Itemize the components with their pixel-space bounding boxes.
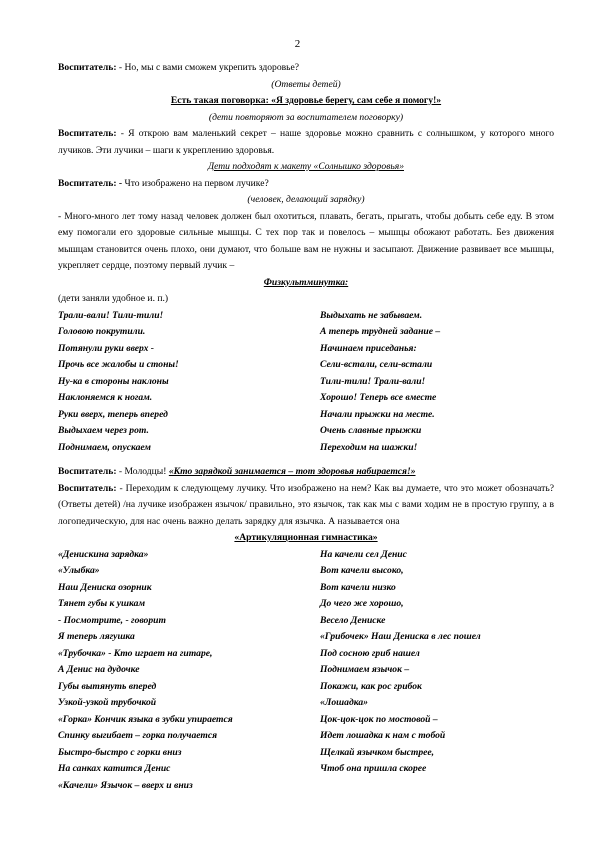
poem-line: Руки вверх, теперь вперед — [58, 408, 168, 420]
poem-exercise — [58, 308, 554, 457]
poem-articulation-left-column — [58, 547, 320, 795]
poem-line: Губы вытянуть вперед — [58, 680, 157, 692]
paragraph-text: - Но, мы с вами сможем укрепить здоровье? — [116, 62, 300, 73]
poem-line: Выдыхать не забываем. — [320, 309, 423, 321]
speaker-label: Воспитатель: - — [58, 177, 123, 189]
poem-line: Покажи, как рос грибок — [320, 680, 422, 692]
poem-line: Поднимаем язычок – — [320, 664, 410, 675]
poem-line: «Улыбка» — [58, 565, 100, 576]
poem-line: Трали-вали! Тили-тили! — [58, 309, 164, 321]
poem-line: Хорошо! Теперь все вместе — [320, 392, 437, 403]
paragraph-first-ray — [58, 176, 554, 193]
poem-line: На санках катится Денис — [58, 763, 171, 774]
poem-articulation — [58, 547, 554, 795]
poem-line: Наш Дениска озорник — [58, 581, 152, 593]
poem-line: Спинку выгибает – горка получается — [58, 730, 218, 741]
paragraph-muscles: - Много-много лет тому назад человек должен был охотиться, плавать, бегать, прыгать, чтобы добыть себе еду. В этом ему помогали его здоровые сильные мышцы. С тех пор так и повелось – мышцы обожают работать. Без движения мышцам становится очень плохо, они думают, что больше вам не нужны и засыпают. Движение развивает все мышцы, укрепляет сердце, поэтому первый лучик – — [58, 210, 554, 271]
poem-articulation-right-column — [320, 547, 554, 795]
poem-line: А теперь трудней задание – — [320, 326, 441, 337]
poem-line: Начинаем приседанья: — [320, 342, 417, 354]
paragraph-question-health — [58, 60, 554, 77]
speaker-label: Воспитатель: — [58, 466, 117, 477]
page-body — [58, 60, 554, 794]
poem-exercise-left-column — [58, 308, 320, 457]
poem-line: Быстро-быстро с горки вниз — [58, 746, 182, 758]
poem-line: Потянули руки вверх - — [58, 342, 154, 354]
children-answers-note: (Ответы детей) — [271, 78, 341, 90]
page-number: 2 — [294, 38, 301, 50]
kids-approach-note: Дети подходят к макету «Солнышко здоровья» — [207, 161, 404, 172]
speaker-label: Воспитатель: — [58, 62, 117, 73]
spacer — [58, 456, 554, 464]
poem-line: Щелкай язычком быстрее, — [320, 746, 435, 758]
poem-line: Узкой-узкой трубочкой — [58, 697, 157, 708]
poem-line: Идет лошадка к нам с тобой — [320, 730, 446, 741]
poem-line: Цок-цок-цок по мостовой – — [320, 713, 438, 725]
poem-line: Головою покрутили. — [58, 326, 146, 337]
poem-line: «Качели» Язычок – вверх и вниз — [58, 779, 193, 791]
paragraph-sun-secret — [58, 126, 554, 159]
poem-line: Тили-тили! Трали-вали! — [320, 375, 426, 387]
poem-line: А Денис на дудочке — [58, 664, 140, 675]
poem-line: Вот качели высоко, — [320, 565, 404, 576]
poem-line: «Грибочек» Наш Дениска в лес пошел — [320, 631, 481, 642]
poem-line: Поднимаем, опускаем — [58, 441, 151, 453]
seated-note: (дети заняли удобное и. п.) — [58, 293, 169, 304]
poem-line: Переходим на шажки! — [320, 441, 418, 453]
speaker-label: Воспитатель: — [58, 128, 117, 139]
gymnastics-heading: «Артикуляционная гимнастика» — [234, 532, 378, 543]
paragraph-text: - Я открою вам маленький секрет – наше здоровье можно сравнить с солнышком, у которого много лучиков. Эти лучики – шаги к укреплению здоровья. — [58, 128, 554, 156]
paragraph-text: Что изображено на первом лучике? — [122, 177, 269, 189]
poem-line: Под сосною гриб нашел — [320, 647, 420, 659]
poem-line: Чтоб она пришла скорее — [320, 763, 427, 774]
speaker-label: Воспитатель: — [58, 482, 117, 494]
poem-line: Весело Дениске — [320, 614, 386, 626]
poem-line: Начали прыжки на месте. — [320, 408, 435, 420]
poem-line: Очень славные прыжки — [320, 425, 422, 436]
poem-line: Сели-встали, сели-встали — [320, 359, 433, 370]
poem-exercise-right-column — [320, 308, 554, 457]
poem-line: «Трубочка» - Кто играет на гитаре, — [58, 647, 213, 659]
poem-line: Я теперь лягушка — [58, 631, 135, 642]
poem-line: Ну-ка в стороны наклоны — [58, 375, 169, 387]
poem-line: Тянет губы к ушкам — [58, 598, 146, 609]
poem-line: «Денискина зарядка» — [58, 548, 149, 560]
paragraph-text: - Переходим к следующему лучику. Что изображено на нем? Как вы думаете, что это может обозначать? (Ответы детей) /на лучике изображен язычок/ правильно, это язычок, так как мы с вами ходим не в простую группу, а в логопедическую, для нас очень важно делать зарядку для язычка. А называется она — [58, 482, 554, 527]
poem-line: Прочь все жалобы и стоны! — [58, 359, 179, 370]
poem-line: Выдыхаем через рот. — [58, 425, 149, 436]
fizminutka-heading: Физкультминутка: — [263, 276, 349, 288]
person-exercising-note: (человек, делающий зарядку) — [247, 194, 365, 205]
poem-line: На качели сел Денис — [320, 548, 407, 560]
poem-line: Наклоняемся к ногам. — [58, 392, 153, 403]
poem-line: Вот качели низко — [320, 581, 396, 593]
paragraph-next-ray — [58, 481, 554, 531]
motto-quote: «Кто зарядкой занимается – тот здоровья набирается!» — [168, 466, 416, 477]
paragraph-text: - Молодцы! — [116, 466, 169, 477]
saying-heading: Есть такая поговорка: «Я здоровье берегу, сам себе я помогу!» — [170, 95, 442, 106]
poem-line: «Лошадка» — [320, 697, 368, 708]
repeat-note: (дети повторяют за воспитателем поговорку) — [208, 111, 404, 123]
paragraph-well-done — [58, 464, 554, 481]
poem-line: До чего же хорошо, — [320, 598, 404, 609]
poem-line: - Посмотрите, - говорит — [58, 614, 166, 626]
poem-line: «Горка» Кончик языка в зубки упирается — [58, 713, 233, 725]
